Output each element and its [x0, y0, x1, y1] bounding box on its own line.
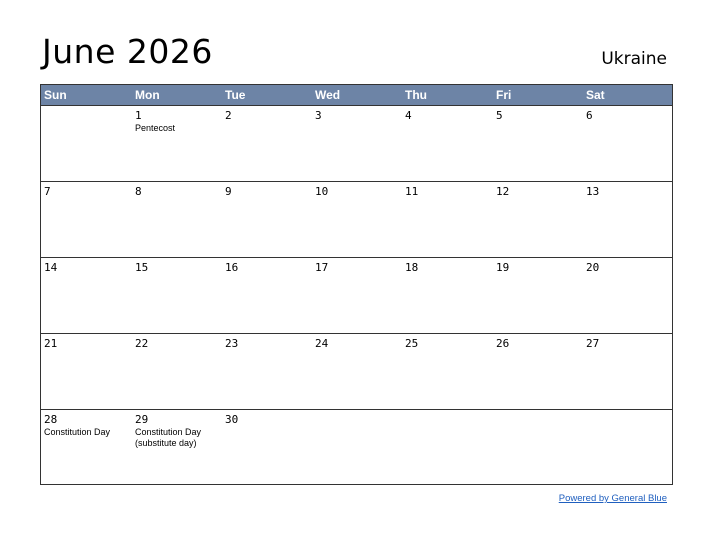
week-row	[41, 106, 672, 182]
day-cell	[41, 106, 132, 181]
day-cell	[41, 258, 132, 333]
day-number: 19	[496, 261, 510, 274]
weekday-header-row	[41, 85, 672, 106]
day-number: 10	[315, 185, 329, 198]
weekday-thu: Thu	[405, 88, 427, 102]
day-cell	[583, 258, 672, 333]
day-cell	[402, 410, 493, 485]
country-label: Ukraine	[601, 49, 667, 69]
day-cell	[402, 334, 493, 409]
day-cell	[493, 410, 583, 485]
day-number: 21	[44, 337, 58, 350]
day-number: 25	[405, 337, 419, 350]
day-cell	[41, 182, 132, 257]
day-cell	[493, 106, 583, 181]
day-cell	[493, 334, 583, 409]
week-row	[41, 258, 672, 334]
day-cell	[312, 410, 402, 485]
day-cell	[132, 106, 222, 181]
week-row	[41, 410, 672, 486]
day-number: 12	[496, 185, 510, 198]
day-cell	[132, 258, 222, 333]
holiday-label: Constitution Day	[44, 427, 111, 437]
day-number: 3	[315, 109, 322, 122]
day-cell	[583, 182, 672, 257]
day-number: 11	[405, 185, 419, 198]
calendar-grid	[40, 84, 673, 485]
day-number: 28	[44, 413, 58, 426]
day-number: 9	[225, 185, 232, 198]
day-number: 13	[586, 185, 600, 198]
weekday-tue: Tue	[225, 88, 246, 102]
day-number: 6	[586, 109, 593, 122]
day-cell	[402, 106, 493, 181]
day-cell	[312, 106, 402, 181]
day-cell	[583, 410, 672, 485]
day-number: 1	[135, 109, 142, 122]
day-cell	[132, 182, 222, 257]
day-number: 17	[315, 261, 329, 274]
day-cell	[222, 410, 312, 485]
day-cell	[41, 334, 132, 409]
week-row	[41, 182, 672, 258]
day-number: 8	[135, 185, 142, 198]
weekday-wed: Wed	[315, 88, 341, 102]
weekday-sat: Sat	[586, 88, 605, 102]
day-cell	[402, 182, 493, 257]
day-cell	[312, 258, 402, 333]
day-cell	[41, 410, 132, 485]
day-number: 5	[496, 109, 503, 122]
week-row	[41, 334, 672, 410]
weekday-sun: Sun	[44, 88, 67, 102]
weekday-mon: Mon	[135, 88, 160, 102]
weekday-fri: Fri	[496, 88, 512, 102]
day-number: 2	[225, 109, 232, 122]
day-number: 30	[225, 413, 239, 426]
day-number: 23	[225, 337, 239, 350]
day-cell	[132, 410, 222, 485]
day-cell	[222, 258, 312, 333]
day-number: 7	[44, 185, 51, 198]
powered-by-link[interactable]: Powered by General Blue	[558, 493, 667, 504]
day-number: 15	[135, 261, 149, 274]
day-number: 16	[225, 261, 239, 274]
holiday-label: Constitution Day (substitute day)	[135, 427, 202, 448]
day-cell	[583, 334, 672, 409]
page-title: June 2026	[42, 32, 213, 71]
day-number: 29	[135, 413, 149, 426]
day-cell	[132, 334, 222, 409]
day-number: 22	[135, 337, 149, 350]
day-cell	[222, 182, 312, 257]
day-cell	[222, 106, 312, 181]
day-number: 4	[405, 109, 412, 122]
day-number: 14	[44, 261, 58, 274]
day-cell	[583, 106, 672, 181]
day-cell	[493, 258, 583, 333]
day-number: 27	[586, 337, 600, 350]
day-cell	[312, 334, 402, 409]
holiday-label: Pentecost	[135, 123, 176, 133]
day-cell	[222, 334, 312, 409]
day-cell	[402, 258, 493, 333]
day-number: 26	[496, 337, 510, 350]
day-number: 24	[315, 337, 329, 350]
day-cell	[312, 182, 402, 257]
day-cell	[493, 182, 583, 257]
day-number: 20	[586, 261, 600, 274]
day-number: 18	[405, 261, 419, 274]
